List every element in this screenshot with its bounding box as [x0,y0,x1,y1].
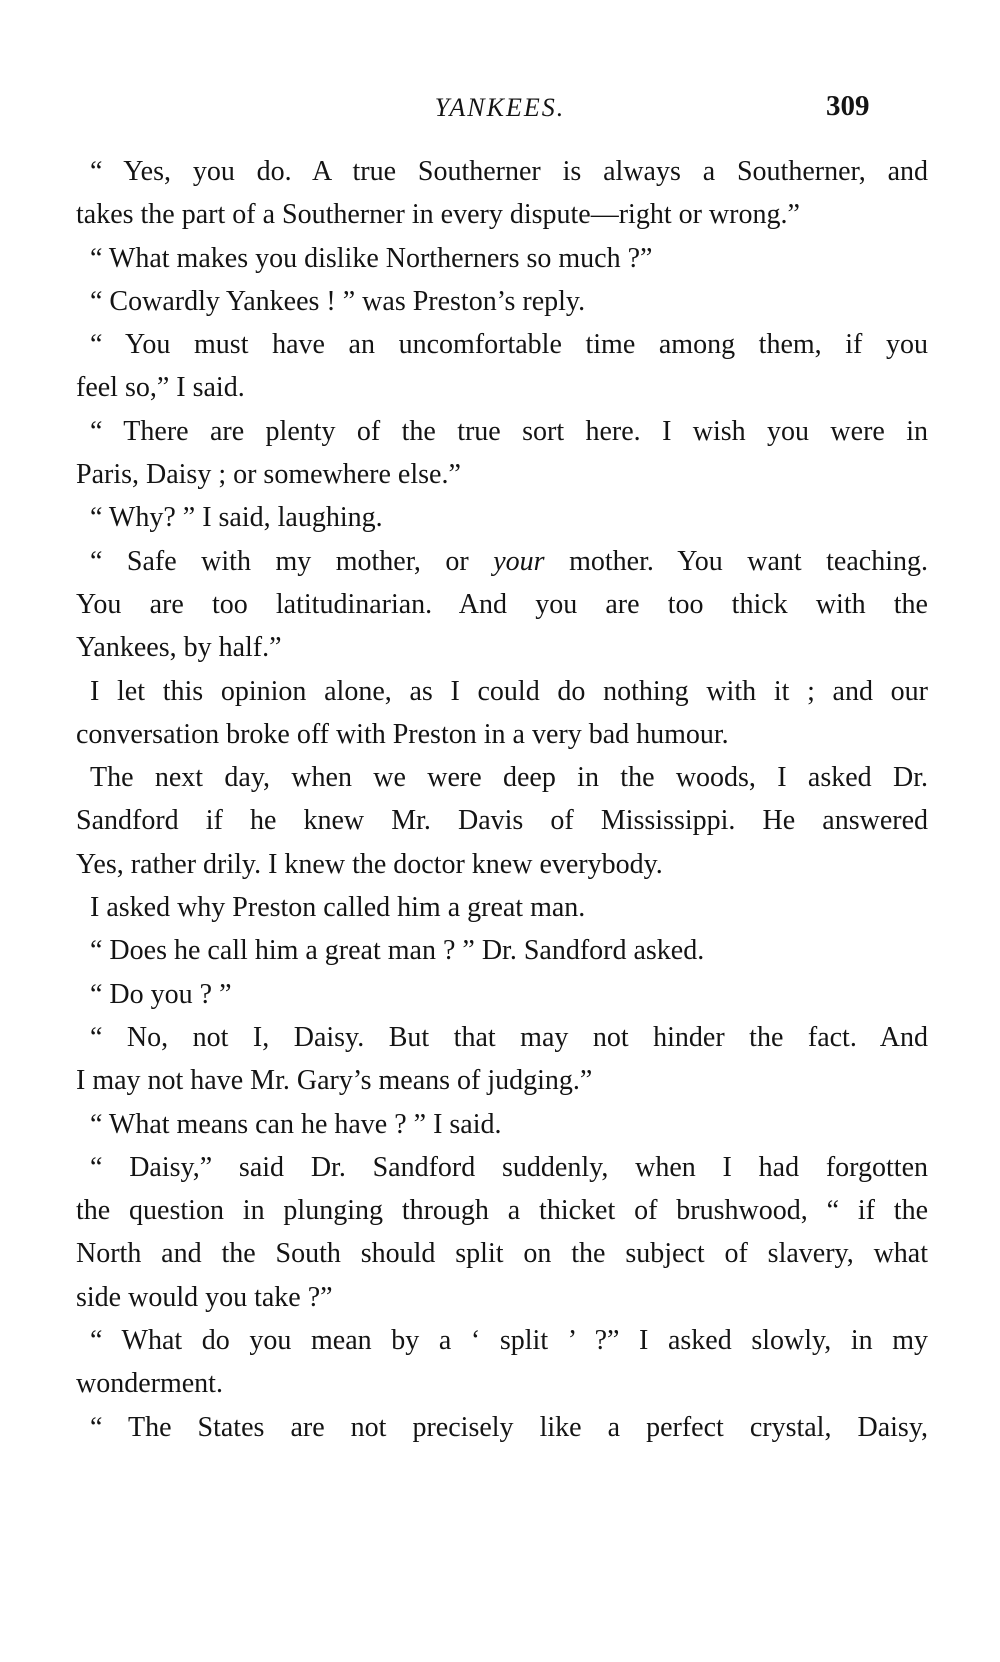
text-line: I may not have Mr. Gary’s means of judging.” [76,1065,593,1097]
running-title: YANKEES. [434,93,566,122]
text-line: “ Does he call him a great man ? ” Dr. Sandford asked. [90,935,705,967]
text-line: “ Why? ” I said, laughing. [90,502,383,534]
text-line: North and the South should split on the subject of slavery, what [76,1238,928,1270]
text-line: I asked why Preston called him a great man. [90,892,586,924]
text-line: “ There are plenty of the true sort here. I wish you were in [90,415,928,447]
text-line: “ Daisy,” said Dr. Sandford suddenly, when I had forgotten [90,1151,928,1183]
text-line: wonderment. [76,1368,223,1400]
text-line: You are too latitudinarian. And you are too thick with the [76,588,928,620]
text-line: The next day, when we were deep in the woods, I asked Dr. [90,762,928,794]
text-line: Sandford if he knew Mr. Davis of Mississippi. He answered [76,805,928,837]
text-line: conversation broke off with Preston in a very bad humour. [76,718,729,750]
text-line: “ The States are not precisely like a perfect crystal, Daisy, [90,1411,928,1443]
emphasized-word: your [493,545,545,577]
text-line [76,540,928,583]
text-line: “ No, not I, Daisy. But that may not hinder the fact. And [90,1021,928,1053]
text-line: side would you take ?” [76,1281,333,1313]
page-number: 309 [826,90,870,122]
text-line: “ What makes you dislike Northerners so much ?” [90,242,653,274]
text-line: takes the part of a Southerner in every dispute—right or wrong.” [76,199,800,231]
text-segment: mother. You want teaching. [544,545,928,577]
text-line: Paris, Daisy ; or somewhere else.” [76,459,461,491]
text-line: “ What do you mean by a ‘ split ’ ?” I asked slowly, in my [90,1325,928,1357]
text-line: Yes, rather drily. I knew the doctor knew everybody. [76,848,663,880]
text-line: the question in plunging through a thicket of brushwood, “ if the [76,1195,928,1227]
text-line: “ Cowardly Yankees ! ” was Preston’s reply. [90,285,586,317]
text-line: “ What means can he have ? ” I said. [90,1108,502,1140]
text-line: “ You must have an uncomfortable time among them, if you [90,329,928,361]
text-line: “ Do you ? ” [90,978,232,1010]
text-line: feel so,” I said. [76,372,245,404]
text-line: Yankees, by half.” [76,632,282,664]
text-line: “ Yes, you do. A true Southerner is always a Southerner, and [90,156,928,187]
text-segment: “ Safe with my mother, or [90,545,494,577]
text-line: I let this opinion alone, as I could do nothing with it ; and our [90,675,928,707]
body-text [76,150,928,1449]
